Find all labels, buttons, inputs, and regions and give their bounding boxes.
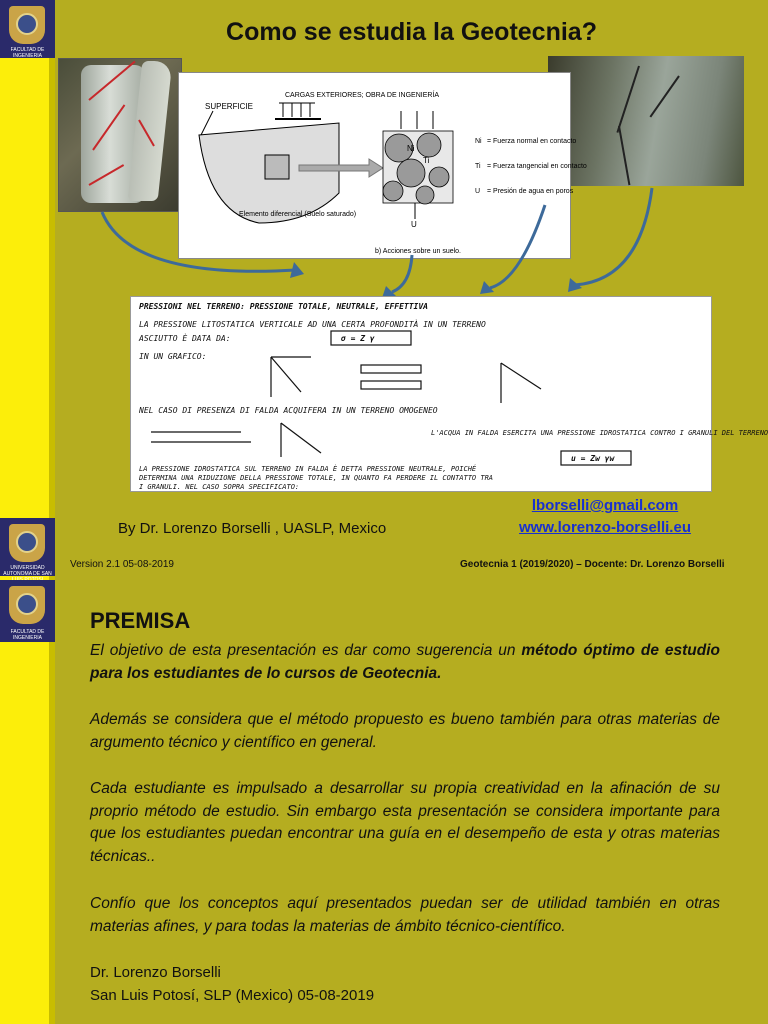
website-link[interactable]: www.lorenzo-borselli.eu <box>519 519 691 536</box>
logo2-caption: UNIVERSIDAD AUTONOMA DE SAN <box>3 565 52 577</box>
notes-formula-1: σ = Z γ <box>341 334 375 343</box>
arrow-diagram <box>392 255 412 292</box>
notes-line-4: IN UN GRAFICO: <box>139 352 207 361</box>
signature-place: San Luis Potosí, SLP (Mexico) 05-08-2019 <box>90 987 375 1004</box>
arrow-core <box>102 212 296 271</box>
shield-icon <box>9 586 45 624</box>
notes-line-9: I GRANULI. NEL CASO SOPRA SPECIFICATO: <box>139 483 300 491</box>
eagle-icon <box>9 524 45 562</box>
faculty-logo-2 <box>0 580 55 642</box>
premisa-paragraph-2: Además se considera que el método propuesto es bueno también para otras materias de argumento técnico y científico en general. <box>90 711 720 751</box>
arrow-diagram-2 <box>490 205 545 288</box>
legend-ni-text: = Fuerza normal en contacto <box>487 138 577 145</box>
premisa-paragraph-4: Confío que los conceptos aquí presentados puedan ser de utilidad también en otras materias afines, y para todas la materias de ámbito técnico-científico. <box>90 895 720 935</box>
university-logo <box>0 518 55 576</box>
notes-line-1: PRESSIONI NEL TERRENO: PRESSIONE TOTALE, NEUTRALE, EFFETTIVA <box>139 302 428 311</box>
slide-title: Como se estudia la Geotecnia? <box>226 18 597 46</box>
legend-ni-sym: Ni <box>475 138 482 145</box>
notes-figure <box>131 297 768 491</box>
premisa-p1-b: método óptimo de estudio para los estudiantes de lo cursos de Geotecnia. <box>90 642 720 682</box>
notes-line-5: NEL CASO DI PRESENZA DI FALDA ACQUIFERA IN UN TERRENO OMOGENEO <box>139 406 438 415</box>
notes-line-6: L'ACQUA IN FALDA ESERCITA UNA PRESSIONE IDROSTATICA CONTRO I GRANULI DEL TERRENO <box>431 429 768 437</box>
byline: By Dr. Lorenzo Borselli , UASLP, Mexico <box>118 520 387 537</box>
logo-caption: FACULTAD DE INGENIERIA <box>10 47 45 59</box>
ti-label: Ti <box>423 156 430 165</box>
version-label: Version 2.1 05-08-2019 <box>70 559 174 570</box>
handwritten-notes <box>130 296 768 492</box>
premisa-title: PREMISA <box>90 608 191 633</box>
course-label: Geotecnia 1 (2019/2020) – Docente: Dr. Lorenzo Borselli <box>460 559 725 570</box>
notes-line-3: ASCIUTTO È DATA DA: <box>139 334 231 343</box>
legend-u-sym: U <box>475 188 481 195</box>
u-label: U <box>411 220 417 229</box>
notes-line-8: DETERMINA UNA RIDUZIONE DELLA PRESSIONE TOTALE, IN QUANTO FA PERDERE IL CONTATTO TRA <box>139 474 494 482</box>
signature-name: Dr. Lorenzo Borselli <box>90 964 221 981</box>
ni-label: Ni <box>407 144 415 153</box>
superficie-label: SUPERFICIE <box>205 102 254 111</box>
logo-caption-2: FACULTAD DE INGENIERIA <box>10 629 45 641</box>
notes-line-7: LA PRESSIONE IDROSTATICA SUL TERRENO IN FALDA È DETTA PRESSIONE NEUTRALE, POICHÉ <box>139 465 477 473</box>
premisa-paragraph-1 <box>90 640 720 685</box>
premisa-paragraph-3: Cada estudiante es impulsado a desarrollar su propia creatividad en la afinación de su proprio método de estudio. Sin embargo esta presentación se considera importante para que los estudiantes puedan encontrar una guía en el desempeño de esta y otras materias técnicas.. <box>90 780 720 865</box>
arrow-rock <box>575 188 652 285</box>
elemento-label: Elemento diferencial (Suelo saturado) <box>239 211 357 218</box>
email-link[interactable]: lborselli@gmail.com <box>531 497 679 514</box>
connector-arrows <box>0 0 768 300</box>
diagram-caption: b) Acciones sobre un suelo. <box>375 248 461 255</box>
legend-ti-sym: Ti <box>475 163 481 170</box>
legend-ti-text: = Fuerza tangencial en contacto <box>487 163 587 170</box>
cargas-label: CARGAS EXTERIORES; OBRA DE INGENIERÍA <box>285 92 440 99</box>
notes-formula-2: u = Zw γw <box>571 454 615 463</box>
notes-line-2: LA PRESSIONE LITOSTATICA VERTICALE AD UNA CERTA PROFONDITÀ IN UN TERRENO <box>139 320 486 329</box>
legend-u-text: = Presión de agua en poros <box>487 188 574 195</box>
premisa-p1-a: El objetivo de esta presentación es dar como sugerencia un <box>90 642 522 659</box>
